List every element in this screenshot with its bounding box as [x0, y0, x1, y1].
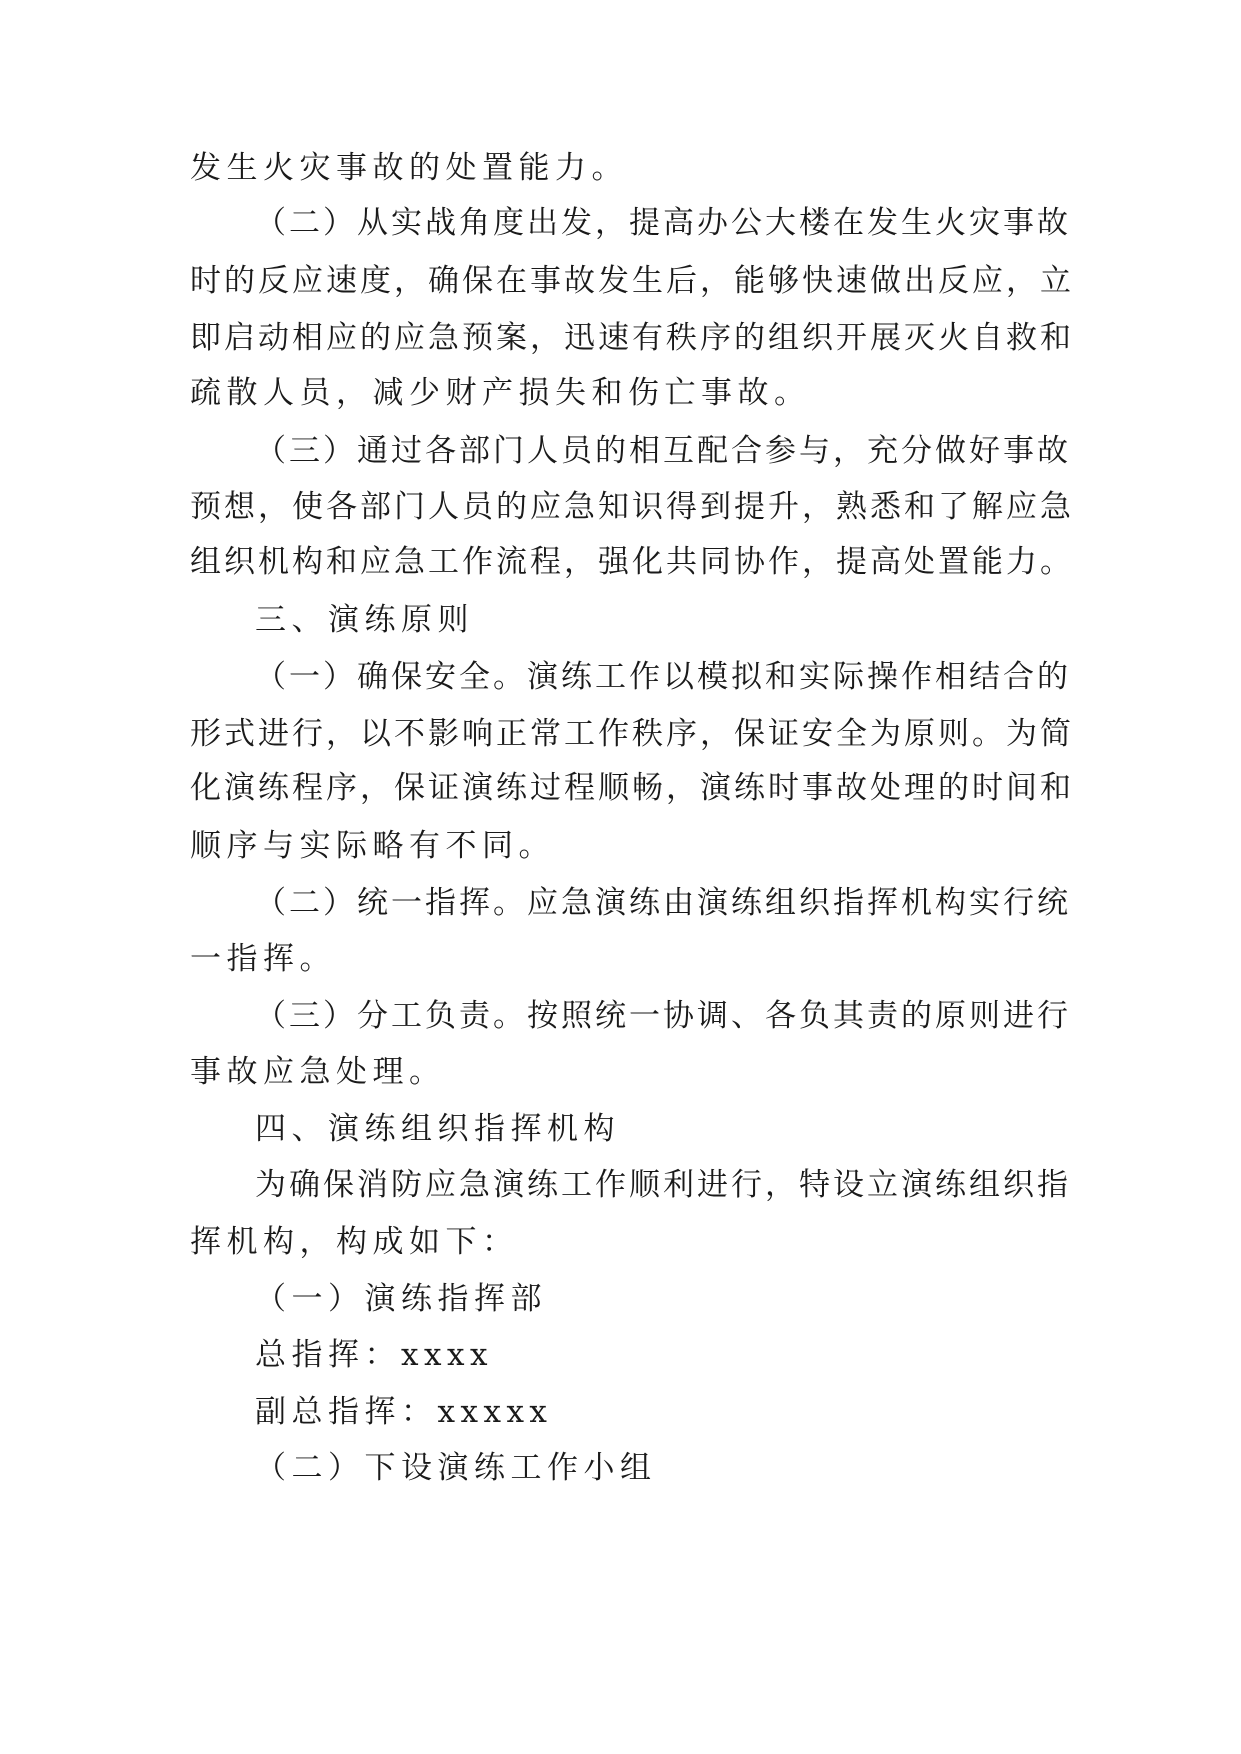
- paragraph-line: （三）通过各部门人员的相互配合参与，充分做好事故: [255, 433, 1071, 469]
- paragraph-line: （二）从实战角度出发，提高办公大楼在发生火灾事故: [255, 205, 1071, 241]
- role-line-chief-commander: 总指挥：xxxx: [255, 1337, 493, 1373]
- paragraph-line: 形式进行，以不影响正常工作秩序，保证安全为原则。为简: [190, 716, 1074, 752]
- paragraph-line: 发生火灾事故的处置能力。: [190, 150, 628, 186]
- paragraph-line: 一指挥。: [190, 941, 336, 977]
- paragraph-line: 事故应急处理。: [190, 1054, 446, 1090]
- sub-heading: （二）下设演练工作小组: [255, 1450, 657, 1486]
- paragraph-line: 挥机构，构成如下：: [190, 1224, 519, 1260]
- paragraph-line: （二）统一指挥。应急演练由演练组织指挥机构实行统: [255, 885, 1071, 921]
- sub-heading: （一）演练指挥部: [255, 1281, 547, 1317]
- paragraph-line: 化演练程序，保证演练过程顺畅，演练时事故处理的时间和: [190, 770, 1074, 806]
- paragraph-line: 组织机构和应急工作流程，强化共同协作，提高处置能力。: [190, 544, 1074, 580]
- section-heading: 四、演练组织指挥机构: [255, 1111, 620, 1147]
- paragraph-line: 时的反应速度，确保在事故发生后，能够快速做出反应，立: [190, 263, 1074, 299]
- role-line-deputy-commander: 副总指挥：xxxxx: [255, 1394, 553, 1430]
- paragraph-line: 顺序与实际略有不同。: [190, 828, 555, 864]
- paragraph-line: 为确保消防应急演练工作顺利进行，特设立演练组织指: [255, 1167, 1071, 1203]
- paragraph-line: （三）分工负责。按照统一协调、各负其责的原则进行: [255, 998, 1071, 1034]
- paragraph-line: 疏散人员，减少财产损失和伤亡事故。: [190, 375, 811, 411]
- paragraph-line: （一）确保安全。演练工作以模拟和实际操作相结合的: [255, 659, 1071, 695]
- paragraph-line: 即启动相应的应急预案，迅速有秩序的组织开展灭火自救和: [190, 320, 1074, 356]
- section-heading: 三、演练原则: [255, 602, 474, 638]
- paragraph-line: 预想，使各部门人员的应急知识得到提升，熟悉和了解应急: [190, 489, 1074, 525]
